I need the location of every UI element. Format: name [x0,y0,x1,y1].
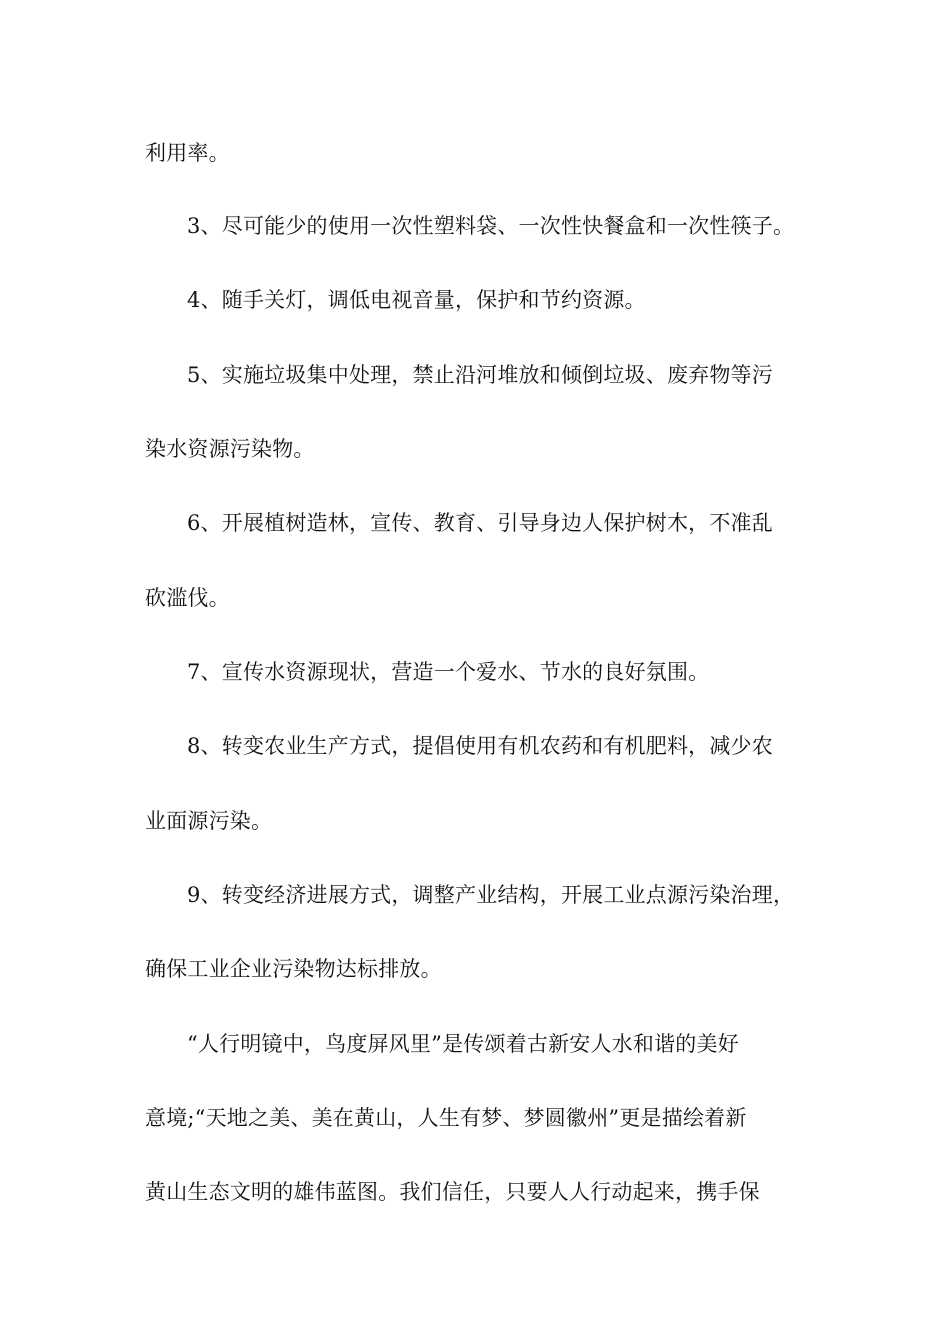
paragraph-line: “人行明镜中，鸟度屏风里”是传颂着古新安人水和谐的美好 [187,1032,739,1056]
list-item-5: 5、实施垃圾集中处理，禁止沿河堆放和倾倒垃圾、废弃物等污 [187,363,773,387]
list-item-4: 4、随手关灯，调低电视音量，保护和节约资源。 [187,288,646,312]
text-line: 砍滥伐。 [145,586,230,610]
text-line: 利用率。 [145,141,230,165]
paragraph-line: 黄山生态文明的雄伟蓝图。我们信任，只要人人行动起来，携手保 [145,1180,760,1204]
paragraph-line: 意境;“天地之美、美在黄山，人生有梦、梦圆徽州”更是描绘着新 [145,1106,747,1130]
list-item-3: 3、尽可能少的使用一次性塑料袋、一次性快餐盒和一次性筷子。 [187,214,795,238]
text-line: 确保工业企业污染物达标排放。 [145,957,442,981]
list-item-6: 6、开展植树造林，宣传、教育、引导身边人保护树木，不准乱 [187,511,773,535]
text-line: 业面源污染。 [145,809,273,833]
list-item-8: 8、转变农业生产方式，提倡使用有机农药和有机肥料，减少农 [187,734,773,758]
list-item-7: 7、宣传水资源现状，营造一个爱水、节水的良好氛围。 [187,660,710,684]
text-line: 染水资源污染物。 [145,437,315,461]
list-item-9: 9、转变经济进展方式，调整产业结构，开展工业点源污染治理， [187,883,795,907]
